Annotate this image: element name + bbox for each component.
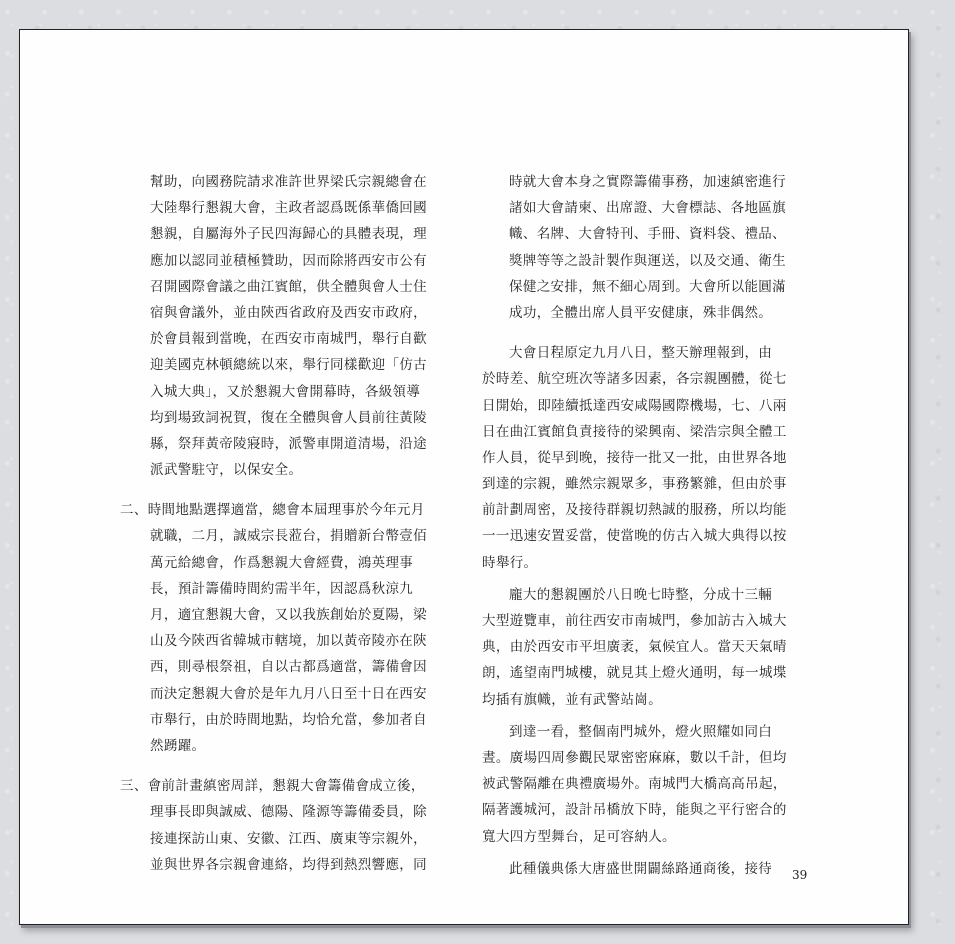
right-column bbox=[482, 169, 817, 882]
text-line: 大會日程原定九月八日，整天辦理報到，由 bbox=[509, 345, 773, 362]
text-line: 理事長即與誠威、德陽、隆源等籌備委員，除 bbox=[150, 804, 427, 821]
text-line: 均到場致詞祝賀，復在全體與會人員前往黃陵 bbox=[150, 409, 427, 426]
text-line: 接連探訪山東、安徽、江西、廣東等宗親外， bbox=[150, 830, 427, 847]
text-line: 時舉行。 bbox=[482, 554, 538, 571]
text-line: 大陸舉行懇親大會，主政者認爲既係華僑回國 bbox=[150, 200, 427, 217]
text-line: 月，適宜懇親大會，又以我族創始於夏陽，梁 bbox=[150, 607, 427, 623]
text-line: 而決定懇親大會於是年九月八日至十日在西安 bbox=[150, 685, 427, 702]
text-line: 山及今陝西省韓城市轄境，加以黃帝陵亦在陝 bbox=[150, 633, 427, 650]
text-line: 日在曲江賓館負責接待的梁興南、梁浩宗與全體工 bbox=[482, 423, 787, 440]
text-line: 三、會前計畫縝密周詳，懇親大會籌備會成立後， bbox=[120, 778, 425, 795]
left-item-2 bbox=[120, 497, 455, 759]
text-line: 龐大的懇親團於八日晚七時整，分成十三輛 bbox=[509, 586, 773, 603]
text-line: 朗，遙望南門城樓，就見其上燈火通明，每一城堞 bbox=[482, 665, 787, 682]
left-item-3 bbox=[120, 773, 455, 878]
right-paragraph-3 bbox=[482, 582, 817, 713]
right-paragraph-2 bbox=[482, 340, 817, 576]
text-line: 幟、名牌、大會特刊、手冊、資料袋、禮品、 bbox=[509, 226, 786, 243]
text-line: 諸如大會請柬、出席證、大會標誌、各地區旗 bbox=[509, 200, 786, 217]
text-line: 入城大典」，又於懇親大會開幕時，各級領導 bbox=[150, 383, 421, 400]
text-line: 隔著護城河，設計吊橋放下時，能與之平行密合的 bbox=[482, 802, 787, 819]
text-line: 一一迅速安置妥當，使當晚的仿古入城大典得以按 bbox=[482, 528, 787, 545]
text-line: 保健之安排，無不細心周到。大會所以能圓滿 bbox=[509, 278, 786, 295]
left-paragraph-1 bbox=[120, 169, 455, 483]
text-line: 寬大四方型舞台，足可容納人。 bbox=[482, 828, 676, 845]
text-line: 於會員報到當晚，在西安市南城門，舉行自歡 bbox=[150, 331, 427, 348]
right-paragraph-4 bbox=[482, 719, 817, 850]
text-line: 成功，全體出席人員平安健康，殊非偶然。 bbox=[509, 304, 773, 321]
text-line: 懇親，自屬海外子民四海歸心的具體表現，理 bbox=[150, 226, 427, 243]
text-line: 獎牌等等之設計製作與運送，以及交通、衛生 bbox=[509, 252, 786, 269]
text-line: 萬元給總會，作爲懇親大會經費，鴻英理事 bbox=[150, 554, 414, 571]
text-line: 就職，二月，誠威宗長蒞台，捐贈新台幣壹佰 bbox=[150, 528, 427, 545]
text-line: 並與世界各宗親會連絡，均得到熱烈響應，同 bbox=[150, 856, 427, 873]
text-line: 此種儀典係大唐盛世開闢絲路通商後，接待 bbox=[509, 860, 773, 877]
text-line: 召開國際會議之曲江賓館，供全體與會人士住 bbox=[150, 278, 427, 295]
text-line: 於時差、航空班次等諸多因素，各宗親團體，從七 bbox=[482, 371, 787, 388]
text-line: 作人員，從早到晚，接待一批又一批，由世界各地 bbox=[482, 449, 787, 466]
text-line: 被武警隔離在典禮廣場外。南城門大橋高高吊起， bbox=[482, 776, 787, 793]
text-line: 晝。廣場四周參觀民眾密密麻麻，數以千計，但均 bbox=[482, 749, 787, 766]
right-paragraph-5 bbox=[482, 856, 817, 882]
text-line: 宿與會議外，並由陝西省政府及西安市政府， bbox=[150, 304, 427, 321]
page-number: 39 bbox=[792, 868, 808, 882]
text-line: 西，則尋根祭祖，自以古都爲適當，籌備會因 bbox=[150, 659, 427, 676]
text-line: 到達一看，整個南門城外，燈火照耀如同白 bbox=[509, 723, 773, 740]
text-line: 日開始，即陸續抵達西安咸陽國際機場，七、八兩 bbox=[482, 397, 787, 414]
text-line: 大型遊覽車，前往西安市南城門，參加訪古入城大 bbox=[482, 613, 787, 629]
text-line: 應加以認同並積極贊助，因而除將西安市公有 bbox=[150, 252, 427, 269]
text-line: 到達的宗親，雖然宗親眾多，事務繁雜，但由於事 bbox=[482, 476, 787, 493]
document-page bbox=[19, 29, 909, 925]
text-line: 然踴躍。 bbox=[150, 737, 206, 754]
text-line: 長，預計籌備時間約需半年，因認爲秋涼九 bbox=[150, 580, 414, 597]
text-line: 前計劃周密，及接待群親切熱誠的服務，所以均能 bbox=[482, 502, 787, 519]
text-line: 典，由於西安市平坦廣袤，氣候宜人。當天天氣晴 bbox=[482, 639, 787, 656]
text-line: 派武警駐守，以保安全。 bbox=[150, 462, 303, 479]
text-line: 市舉行，由於時間地點，均恰允當，參加者自 bbox=[150, 711, 427, 728]
text-line: 二、時間地點選擇適當，總會本屆理事於今年元月 bbox=[120, 502, 425, 519]
right-paragraph-1 bbox=[482, 169, 817, 326]
text-line: 迎美國克林頓總統以來，舉行同樣歡迎「仿古 bbox=[150, 357, 427, 374]
text-line: 幫助，向國務院請求准許世界梁氏宗親總會在 bbox=[150, 174, 427, 190]
left-column bbox=[120, 169, 455, 878]
text-line: 時就大會本身之實際籌備事務，加速縝密進行 bbox=[509, 174, 786, 190]
text-line: 均插有旗幟，並有武警站崗。 bbox=[482, 691, 663, 708]
text-line: 縣，祭拜黃帝陵寢時，派警車開道清場，沿途 bbox=[150, 435, 427, 452]
